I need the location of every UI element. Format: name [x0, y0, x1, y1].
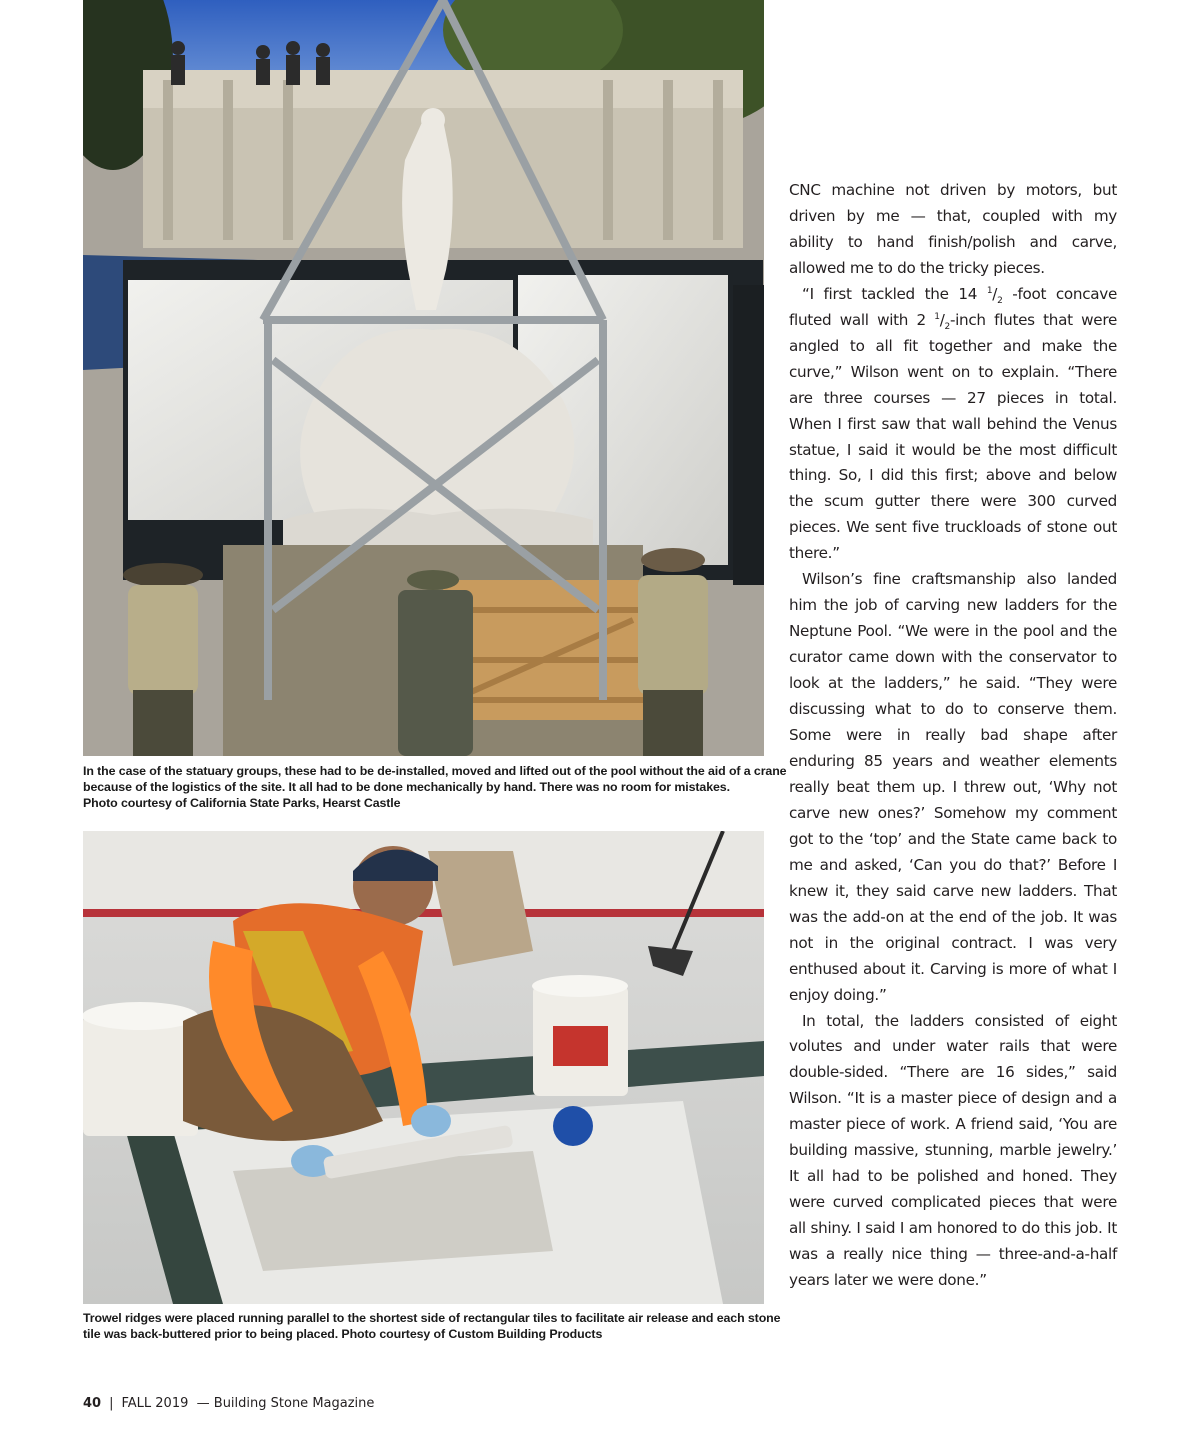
- caption-line: because of the logistics of the site. It all had to be done mechanically by hand. There was no room for mistakes.: [83, 780, 730, 794]
- caption-line: In the case of the statuary groups, these had to be de-installed, moved and lifted out of the pool without the aid of a crane: [83, 764, 787, 778]
- caption-line: Photo courtesy of California State Parks, Hearst Castle: [83, 796, 401, 810]
- statue-photo-caption: [83, 763, 787, 811]
- issue-label: FALL 2019: [121, 1396, 189, 1411]
- paragraph: “I first tackled the 14 $^1/_2$ -foot concave fluted wall with 2 $^1/_2$-inch flutes that were angled to all fit together and make the curve,” Wilson went on to explain. “There are three courses — 27 pieces in total. When I first saw that wall behind the Venus statue, I said it would be the most difficult thing. So, I did this first; above and below the scum gutter there were 300 curved pieces. We sent five truckloads of stone out there.”: [789, 284, 1118, 563]
- caption-line: Trowel ridges were placed running parallel to the shortest side of rectangular tiles to facilitate air release and each stone: [83, 1311, 781, 1325]
- statue-photo: [83, 0, 764, 756]
- article-body: [789, 178, 1117, 1294]
- footer-divider: |: [109, 1396, 114, 1411]
- page-footer: [83, 1396, 374, 1411]
- page-number: 40: [83, 1396, 102, 1411]
- paragraph: Wilson’s fine craftsmanship also landed him the job of carving new ladders for the Neptune Pool. “We were in the pool and the curator came down with the conservator to look at the ladders,” he said. “They were discussing what to do to conserve them. Some were in really bad shape after enduring 85 years and weather elements really beat them up. I threw out, ‘Why not carve new ones?’ Somehow my comment got to the ‘top’ and the State came back to me and asked, ‘Can you do that?’ Before I knew it, they said carve new ladders. That was the add-on at the end of the job. It was not in the original contract. I was very enthused about it. Carving is more of what I enjoy doing.”: [789, 570, 1117, 1004]
- caption-line: tile was back-buttered prior to being placed. Photo courtesy of Custom Building Products: [83, 1327, 603, 1341]
- publication-name: — Building Stone Magazine: [196, 1396, 375, 1411]
- paragraph: CNC machine not driven by motors, but driven by me — that, coupled with my ability to hand finish/polish and carve, allowed me to do the tricky pieces.: [789, 181, 1117, 277]
- paragraph: In total, the ladders consisted of eight volutes and under water rails that were double-sided. “There are 16 sides,” said Wilson. “It is a master piece of design and a master piece of work. A friend said, ‘You are building massive, stunning, marble jewelry.’ It all had to be polished and honed. They were curved complicated pieces that were all shiny. I said I am honored to do this job. It was a really nice thing — three-and-a-half years later we were done.”: [789, 1011, 1117, 1290]
- tile-photo-caption: [83, 1310, 781, 1342]
- tile-worker-photo: [83, 831, 764, 1304]
